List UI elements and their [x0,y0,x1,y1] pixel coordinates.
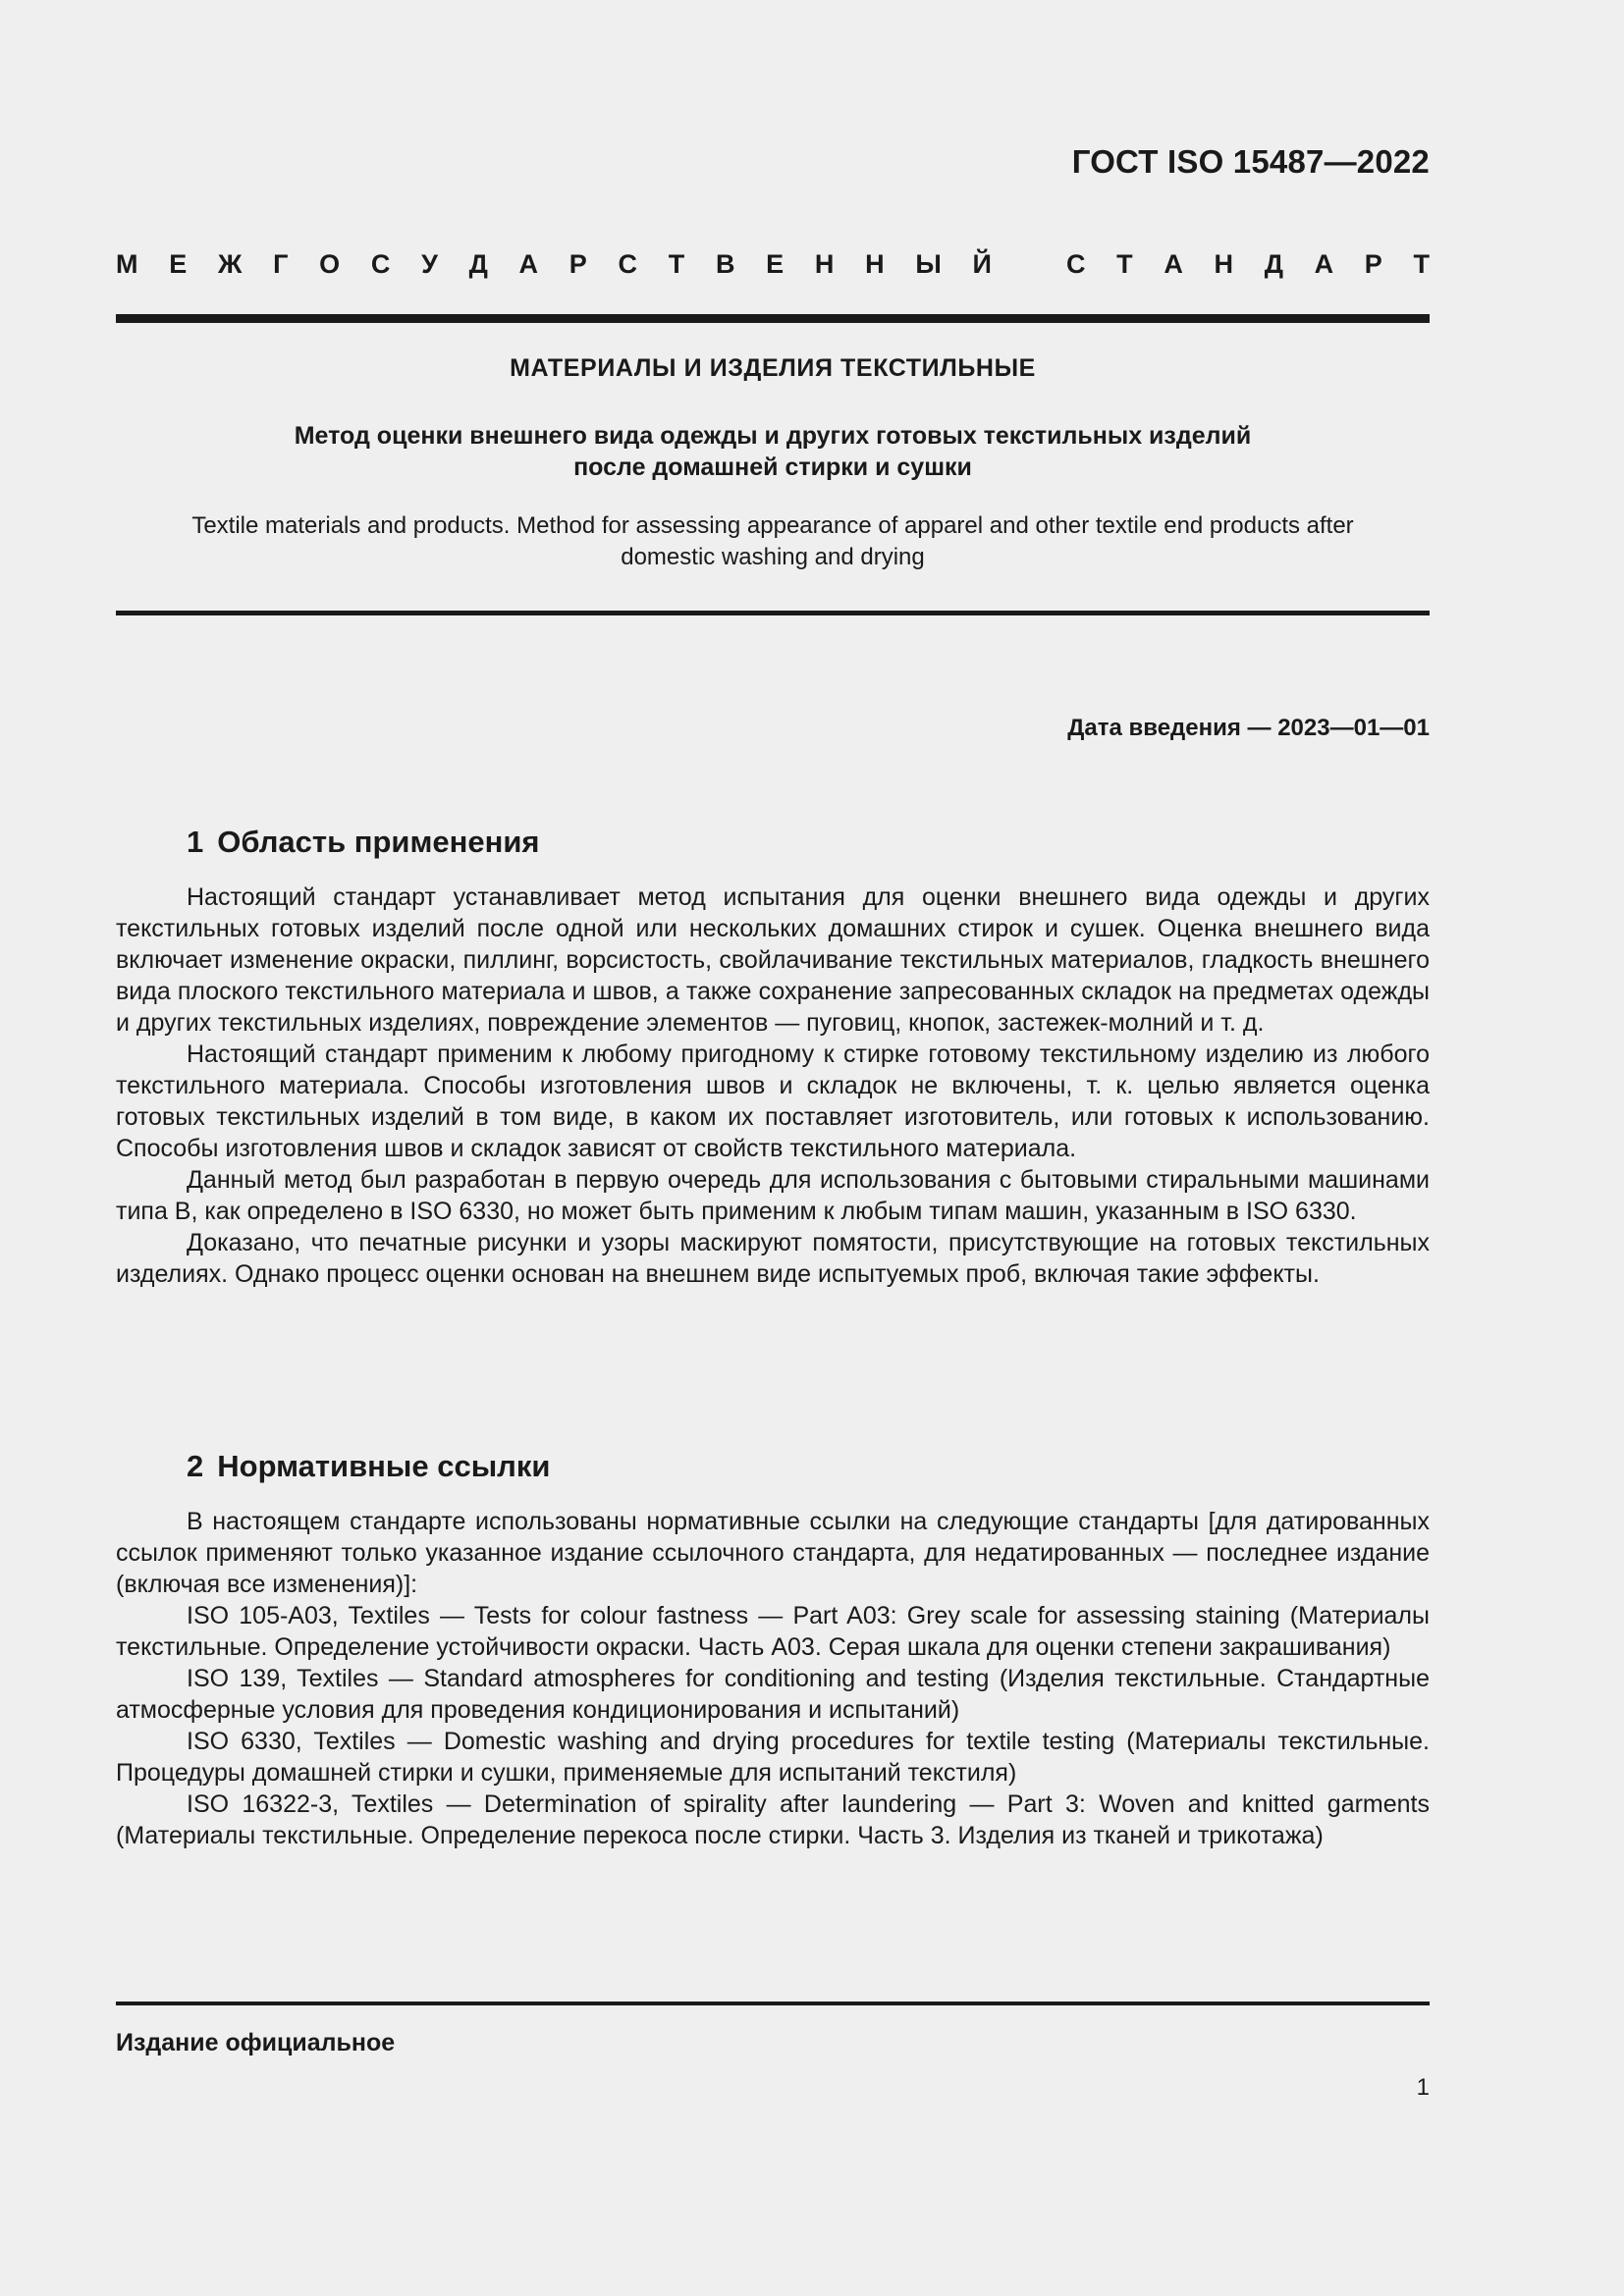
reference-item: ISO 6330, Textiles — Domestic washing and drying procedures for textile testing (Материалы текстильные. Процедуры домашней стирки и сушки, применяемые для испытаний текстиля) [116,1728,1430,1787]
banner-letter: Н [814,249,835,279]
footer-rule [116,2002,1430,2005]
reference-item: ISO 105-A03, Textiles — Tests for colour fastness — Part A03: Grey scale for assessing staining (Материалы текстильные. Определение устойчивости окраски. Часть А03. Серая шкала для оценки степени закрашивания) [116,1602,1430,1661]
official-edition-label: Издание официальное [116,2029,396,2056]
section-title: Область применения [217,825,540,859]
banner-letter: Д [468,249,488,279]
section-1-body [116,881,1430,1290]
banner-letter: У [421,249,438,279]
banner-letter: Р [568,249,587,279]
reference-item: ISO 139, Textiles — Standard atmospheres for conditioning and testing (Изделия текстильные. Стандартные атмосферные условия для проведения кондиционирования и испытаний) [116,1665,1430,1724]
banner-letter: А [1314,249,1334,279]
banner-letter: Е [766,249,785,279]
section-number: 2 [187,1449,204,1483]
english-title [116,510,1430,573]
banner-letter: А [1164,249,1183,279]
banner-letter: А [518,249,539,279]
english-title-line: domestic washing and drying [621,544,925,570]
banner-letter: Е [169,249,188,279]
paragraph: Данный метод был разработан в первую очередь для использования с бытовыми стиральными машинами типа В, как определено в ISO 6330, но может быть применим к любым типам машин, указанным в ISO 6330. [116,1166,1430,1225]
banner-letter: Т [1413,249,1430,279]
reference-item: ISO 16322-3, Textiles — Determination of spirality after laundering — Part 3: Woven and knitted garments (Материалы текстильные. Определение перекоса после стирки. Часть 3. Изделия из тканей и трикотажа) [116,1790,1430,1849]
banner-letter: Н [1214,249,1234,279]
page-number: 1 [1416,2074,1430,2101]
paragraph: В настоящем стандарте использованы нормативные ссылки на следующие стандарты [для датированных ссылок применяют только указанное издание ссылочного стандарта, для недатированных — последнее издание (включая все изменения)]: [116,1508,1430,1598]
paragraph: Настоящий стандарт применим к любому пригодному к стирке готовому текстильному изделию из любого текстильного материала. Способы изготовления швов и складок не включены, т. к. целью является оценка готовых текстильных изделий в том виде, в каком их поставляет изготовитель, или готовых к использованию. Способы изготовления швов и складок зависят от свойств текстильного материала. [116,1041,1430,1162]
banner-letter: О [319,249,341,279]
banner-letter: В [715,249,735,279]
banner-letter: Г [273,249,289,279]
document-title: МАТЕРИАЛЫ И ИЗДЕЛИЯ ТЕКСТИЛЬНЫЕ [510,354,1036,382]
paragraph: Доказано, что печатные рисунки и узоры маскируют помятости, присутствующие на готовых текстильных изделиях. Однако процесс оценки основан на внешнем виде испытуемых проб, включая такие эффекты. [116,1229,1430,1288]
banner-letter: Т [1116,249,1133,279]
header-rule [116,314,1430,323]
banner-letter: С [370,249,391,279]
document-subtitle [116,420,1430,483]
title-rule [116,611,1430,615]
banner-letter: Й [972,249,992,279]
section-2-body [116,1506,1430,1851]
standard-number: ГОСТ ISO 15487—2022 [1071,143,1430,180]
banner-letter: Ы [915,249,942,279]
introduction-date: Дата введения — 2023—01—01 [1067,715,1430,741]
banner-letter: С [1066,249,1086,279]
section-number: 1 [187,825,204,859]
banner-letter: Н [865,249,885,279]
banner-letter: Р [1364,249,1382,279]
banner-letter: С [618,249,637,279]
banner-letter: М [116,249,138,279]
english-title-line: Textile materials and products. Method for assessing appearance of apparel and other textile end products after [191,512,1354,539]
section-2-heading [187,1449,550,1484]
banner-letter: Д [1264,249,1283,279]
section-1-heading [187,825,540,860]
interstate-standard-banner [116,249,1430,280]
subtitle-line: после домашней стирки и сушки [573,454,972,481]
banner-letter: Т [668,249,685,279]
banner-word-standard [1066,249,1430,280]
banner-letter: Ж [217,249,243,279]
paragraph: Настоящий стандарт устанавливает метод испытания для оценки внешнего вида одежды и других текстильных готовых изделий после одной или нескольких домашних стирок и сушек. Оценка внешнего вида включает изменение окраски, пиллинг, ворсистость, свойлачивание текстильных материалов, гладкость внешнего вида плоского текстильного материала и швов, а также сохранение запресованных складок на предметах одежды и других текстильных изделиях, повреждение элементов — пуговиц, кнопок, застежек-молний и т. д. [116,883,1430,1037]
subtitle-line: Метод оценки внешнего вида одежды и других готовых текстильных изделий [294,422,1252,450]
banner-word-interstate [116,249,992,280]
section-title: Нормативные ссылки [217,1449,551,1483]
document-page [116,0,1430,2296]
